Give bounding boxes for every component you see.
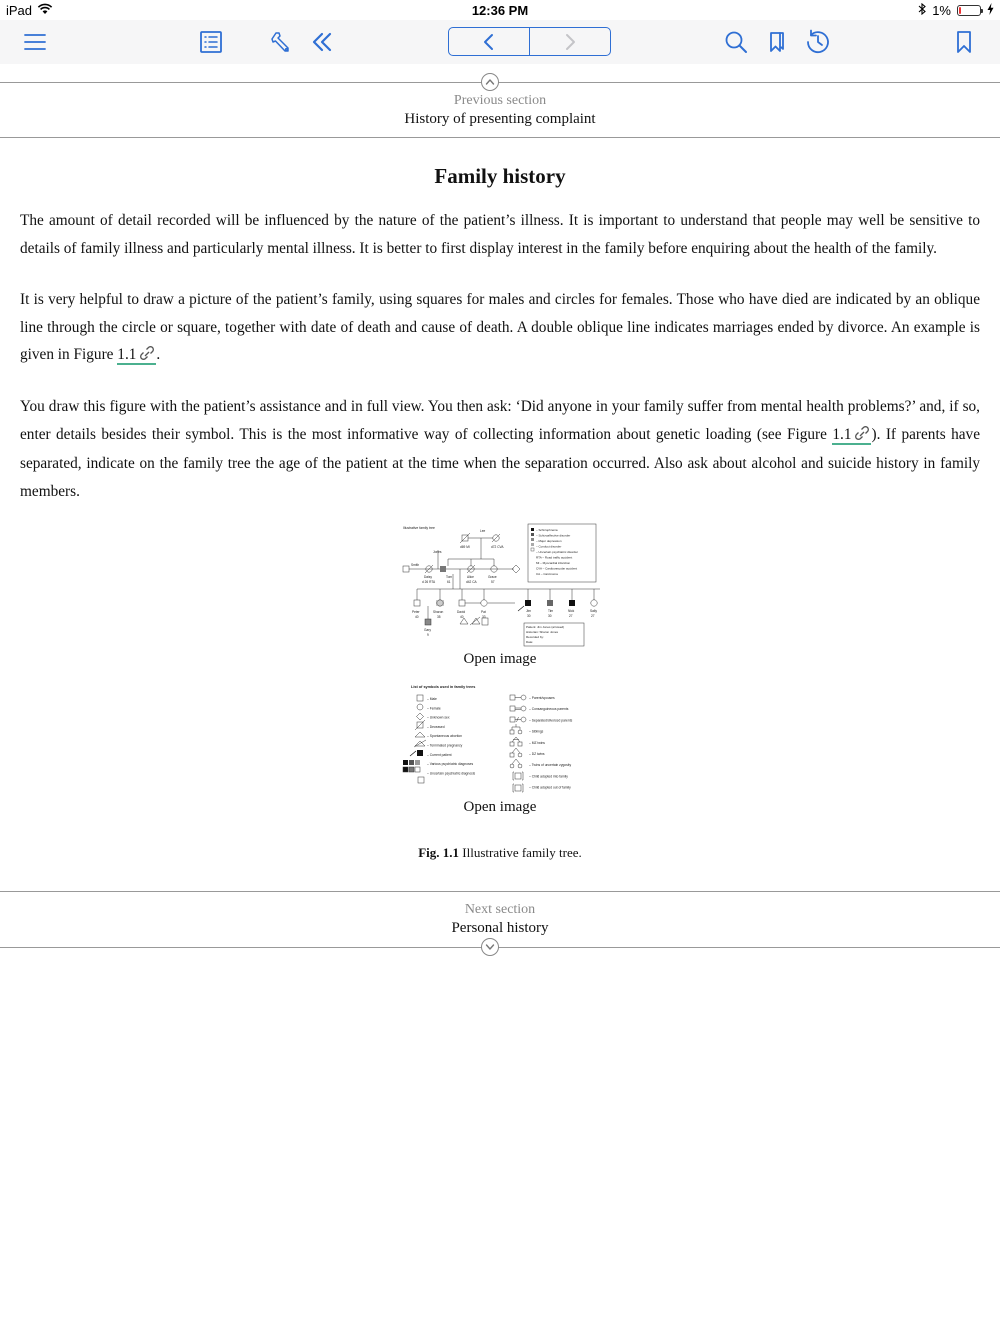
tree-label: d69 MI bbox=[460, 545, 470, 549]
tree-label: d72 CVA bbox=[491, 545, 504, 549]
figure-text-line: – Schizophrenia bbox=[536, 528, 558, 532]
open-image-link[interactable]: Open image bbox=[463, 799, 537, 815]
family-tree-image[interactable] bbox=[400, 522, 600, 648]
figure-text-line: MI – Myocardial infarction bbox=[536, 561, 571, 565]
battery-icon bbox=[957, 5, 981, 16]
legend-swatch bbox=[531, 538, 534, 541]
symbol-glyph bbox=[515, 785, 521, 791]
tree-label: 27 bbox=[569, 614, 573, 618]
figure-text-line: – Twins of uncertain zygosity bbox=[529, 763, 572, 768]
figure-text-line: – Schizoaffective disorder bbox=[536, 533, 571, 538]
tree-label: Sally bbox=[590, 609, 597, 613]
patient-arrow bbox=[518, 606, 524, 611]
symbol-glyph bbox=[512, 748, 520, 753]
figure-text-line: – Uncertain psychiatric disorder bbox=[536, 550, 579, 554]
chevron-down-icon[interactable] bbox=[481, 938, 499, 956]
chevron-right-icon bbox=[563, 33, 577, 51]
tree-label: d 26 RTA bbox=[422, 580, 436, 584]
figure-text-line: – Major depression bbox=[536, 539, 562, 543]
page-title: Family history bbox=[434, 164, 566, 188]
tree-label: 35 bbox=[437, 615, 441, 619]
symbol-glyph bbox=[403, 767, 408, 772]
symbol-glyph bbox=[510, 717, 515, 722]
tree-symbol bbox=[547, 600, 553, 606]
figure-text-line: – Female bbox=[427, 706, 441, 711]
symbol-glyph bbox=[415, 760, 420, 765]
paragraph-text: You draw this figure with the patient’s assistance and in full view. You then ask: ‘Did anyone in your family suffer from mental health problems?’ and, if so, enter details besides their symbol. This is the most informative way of collecting information about genetic loading (see Figure bbox=[20, 398, 980, 443]
symbol-glyph bbox=[409, 760, 414, 765]
previous-section-link[interactable]: History of presenting complaint bbox=[404, 111, 596, 127]
symbols-title: List of symbols used in family trees bbox=[411, 685, 476, 689]
tree-label: 33 bbox=[482, 615, 486, 619]
tree-label: Smith bbox=[411, 563, 420, 567]
caption-text: Illustrative family tree. bbox=[459, 845, 582, 860]
figure-text-line: – Uncertain psychiatric diagnosis bbox=[427, 771, 476, 776]
symbol-glyph bbox=[415, 732, 425, 737]
tree-title: Illustrative family tree bbox=[403, 526, 435, 530]
tree-label: 57 bbox=[491, 580, 495, 584]
status-time: 12:36 PM bbox=[471, 3, 529, 18]
symbol-glyph bbox=[510, 706, 515, 711]
figure-text-line: – Terminated pregnancy bbox=[427, 743, 463, 748]
symbol-glyph bbox=[510, 695, 515, 700]
toolbar bbox=[0, 20, 1000, 64]
symbol-glyph bbox=[417, 695, 423, 701]
paragraph-3 bbox=[20, 393, 980, 505]
bookmark-icon[interactable] bbox=[948, 26, 980, 58]
figure-text-line: – Consanguineous parents bbox=[529, 707, 569, 712]
legend-swatch bbox=[531, 528, 534, 531]
figure-link-label: 1.1 bbox=[117, 346, 137, 363]
figure-text-line: RTA – Road traffic accident bbox=[536, 555, 573, 560]
tree-label: 30 bbox=[548, 614, 552, 618]
previous-section-label: Previous section bbox=[453, 93, 547, 108]
tree-label: Sharon bbox=[433, 610, 444, 614]
bluetooth-icon bbox=[918, 3, 926, 18]
paragraph-text: It is very helpful to draw a picture of the patient’s family, using squares for males and circles for females. Those who have died are indicated by an oblique line through the circle or square, together with date of death and cause of death. A double oblique line indicates marriages ended by divorce. An example is given in Figure bbox=[20, 291, 980, 363]
next-section-link[interactable]: Personal history bbox=[451, 920, 549, 936]
tree-label: David bbox=[457, 610, 466, 614]
figure-text-line: – DZ twins bbox=[529, 752, 545, 756]
divider bbox=[0, 82, 1000, 83]
menu-icon[interactable] bbox=[19, 26, 51, 58]
symbol-glyph bbox=[512, 727, 520, 730]
figure-text-line: Patient: Jim Jones (arrowed) bbox=[526, 625, 565, 629]
wrench-icon[interactable] bbox=[266, 26, 298, 58]
tree-label: Jones bbox=[433, 550, 442, 554]
symbols-list-image[interactable] bbox=[400, 680, 600, 795]
legend-swatch bbox=[531, 543, 534, 546]
tree-symbol bbox=[591, 600, 597, 606]
tree-label: 40 bbox=[415, 615, 419, 619]
symbol-glyph bbox=[409, 767, 414, 772]
tree-label: 27 bbox=[591, 614, 595, 618]
symbol-glyph bbox=[417, 750, 423, 756]
figure-text-line: – Unknown sex bbox=[427, 715, 450, 720]
tree-symbol bbox=[403, 566, 409, 572]
tree-symbol bbox=[440, 566, 446, 572]
charging-icon bbox=[987, 3, 994, 18]
paragraph-text: ). If parents have separated, indicate on the family tree the age of the patient at the time when the separation occurred. Also ask about alcohol and suicide history in family members. bbox=[20, 425, 980, 500]
tree-label: Gary bbox=[424, 628, 431, 632]
figure-text-line: Historian: Sharon Jones bbox=[526, 630, 559, 634]
previous-page-button[interactable] bbox=[449, 28, 529, 55]
search-icon[interactable] bbox=[720, 26, 752, 58]
battery-percent: 1% bbox=[932, 3, 951, 18]
status-bar bbox=[0, 0, 1000, 20]
figure-text-line: – Siblings bbox=[529, 729, 544, 734]
tree-label: Tim bbox=[548, 609, 554, 613]
figure-text-line: – Parent/spouses bbox=[529, 696, 555, 700]
figure-text-line: – Child adopted into family bbox=[529, 774, 568, 779]
tree-label: Peter bbox=[412, 610, 420, 614]
tree-label: d42 CA bbox=[466, 580, 477, 584]
symbol-glyph bbox=[417, 704, 423, 710]
divider bbox=[0, 137, 1000, 138]
tree-symbol bbox=[482, 618, 488, 625]
figure-text-line: – Male bbox=[427, 697, 437, 701]
figure-caption bbox=[0, 845, 1000, 861]
tree-label: Daisy bbox=[424, 575, 432, 579]
tree-symbol bbox=[425, 619, 431, 625]
tree-symbol bbox=[525, 600, 531, 606]
tree-label: Pat bbox=[481, 610, 486, 614]
tree-label: 9 bbox=[427, 633, 429, 637]
tree-label: 30 bbox=[527, 614, 531, 618]
figure-text-line: CVA – Cardiovascular accident bbox=[536, 566, 578, 571]
caption-label: Fig. 1.1 bbox=[418, 845, 460, 860]
figure-text-line: Date: bbox=[526, 640, 534, 644]
paragraph-text: . bbox=[156, 346, 161, 363]
bookmarks-icon[interactable] bbox=[761, 26, 793, 58]
chevron-left-icon bbox=[482, 33, 496, 51]
figure-text-line: – Spontaneous abortion bbox=[427, 734, 463, 739]
symbol-glyph bbox=[512, 759, 520, 764]
divider bbox=[0, 947, 1000, 948]
figure-text-line: – MZ twins bbox=[529, 740, 545, 745]
link-icon bbox=[853, 423, 871, 451]
tree-label: 61 bbox=[447, 580, 451, 584]
tree-symbol bbox=[459, 600, 465, 606]
tree-symbol bbox=[414, 600, 420, 606]
figure-text-line: CA – Carcinoma bbox=[536, 572, 558, 576]
tree-symbol bbox=[569, 600, 575, 606]
double-chevron-left-icon[interactable] bbox=[306, 26, 338, 58]
figure-link-label: 1.1 bbox=[832, 425, 852, 443]
symbol-glyph bbox=[415, 767, 420, 772]
divider bbox=[0, 891, 1000, 892]
open-image-link[interactable]: Open image bbox=[463, 651, 537, 667]
symbol-glyph bbox=[418, 777, 424, 783]
figure-text-line: – Deceased bbox=[427, 724, 445, 729]
tree-label: Alice bbox=[467, 575, 474, 579]
figure-link[interactable] bbox=[117, 346, 156, 365]
link-icon bbox=[138, 343, 156, 371]
symbol-glyph bbox=[515, 773, 521, 779]
tree-label: Jim bbox=[526, 609, 531, 613]
list-icon[interactable] bbox=[195, 26, 227, 58]
paragraph-2 bbox=[20, 286, 980, 371]
tree-label: Lee bbox=[480, 529, 486, 533]
figure-text-line: – Conduct disorder bbox=[536, 544, 562, 549]
tree-label: Grace bbox=[488, 575, 497, 579]
next-page-button[interactable] bbox=[529, 28, 610, 55]
symbol-glyph bbox=[403, 760, 408, 765]
page-nav-segment bbox=[448, 27, 611, 56]
legend-swatch bbox=[531, 548, 534, 551]
tree-label: Tom bbox=[446, 575, 453, 579]
symbol-glyph bbox=[417, 713, 424, 720]
history-icon[interactable] bbox=[801, 26, 833, 58]
tree-symbol bbox=[481, 600, 487, 606]
figure-text-line: – Current patient bbox=[427, 752, 452, 757]
next-section-label: Next section bbox=[464, 902, 536, 917]
chevron-up-icon[interactable] bbox=[481, 73, 499, 91]
figure-text-line: – Various psychiatric diagnoses bbox=[427, 762, 474, 767]
figure-text-line: Recorded by: bbox=[526, 635, 544, 639]
figure-text-line: – Child adopted out of family bbox=[529, 785, 571, 790]
legend-swatch bbox=[531, 533, 534, 536]
tree-label: 40 bbox=[460, 615, 464, 619]
device-label: iPad bbox=[6, 3, 33, 18]
paragraph-1: The amount of detail recorded will be influenced by the nature of the patient’s illness. It is important to understand that people may well be sensitive to details of family illness and particularly mental illness. It is better to first display interest in the family before enquiring about the health of the family. bbox=[20, 212, 980, 257]
tree-label: Nick bbox=[568, 609, 575, 613]
figure-text-line: – Separated/divorced parents bbox=[529, 718, 573, 723]
figure-link[interactable] bbox=[832, 426, 871, 445]
